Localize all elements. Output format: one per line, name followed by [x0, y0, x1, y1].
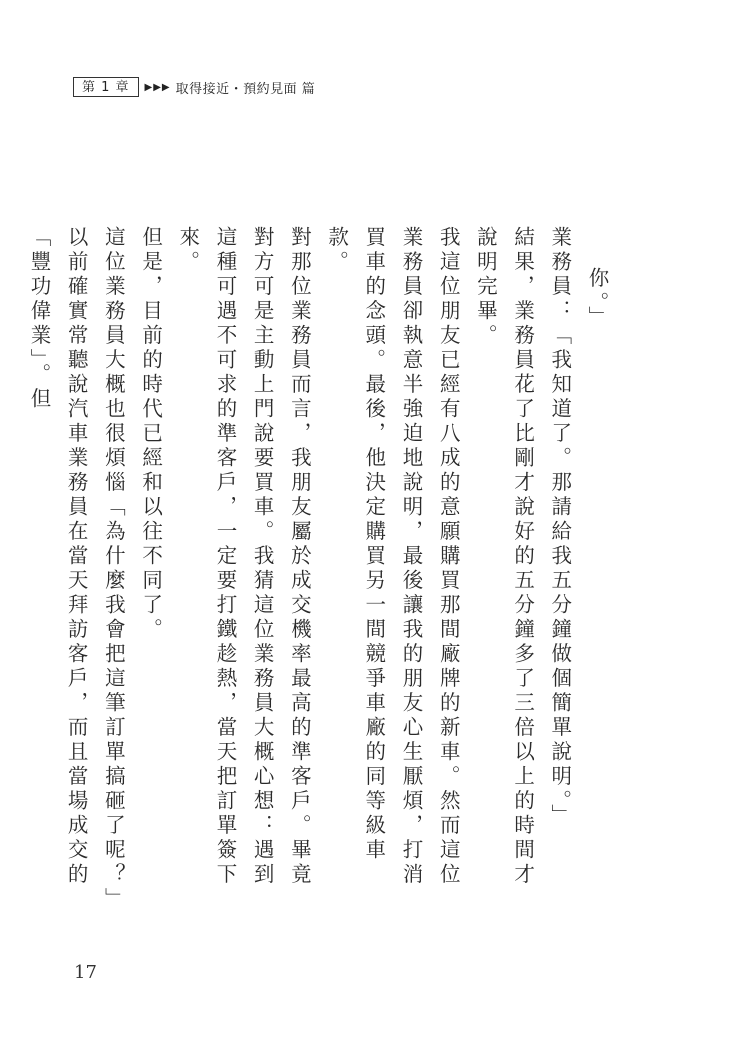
paragraph: 以前確實常聽說汽車業務員在當天拜訪客戶，而且當場成交的「豐功偉業」。但: [26, 226, 89, 888]
paragraph: 對那位業務員而言，我朋友屬於成交機率最高的準客戶。畢竟對方可是主動上門說要買車。我猜這位業務員大概心想：遇到這種可遇不可求的準客戶，一定要打鐵趁熱，當天把訂單簽下來。: [175, 226, 312, 888]
chapter-label: 第 1 章: [73, 77, 139, 97]
running-header: [73, 76, 315, 98]
paragraph: 我這位朋友已經有八成的意願購買那間廠牌的新車。然而這位業務員卻執意半強迫地說明，最後讓我的朋友心生厭煩，打消買車的念頭。最後，他決定購買另一間競爭車廠的同等級車款。: [324, 226, 461, 888]
paragraph: 你。」: [585, 267, 609, 331]
chapter-title: 取得接近・預約見面 篇: [175, 81, 316, 97]
paragraph: 這位業務員大概也很煩惱「為什麼我會把這筆訂單搞砸了呢？」: [101, 226, 126, 912]
arrows-icon: ▶▶▶: [144, 81, 171, 93]
page-number: 17: [74, 962, 97, 983]
paragraph: 業務員：「我知道了。那請給我五分鐘做個簡單說明。」: [547, 226, 572, 829]
paragraph: 但是，目前的時代已經和以往不同了。: [138, 226, 163, 643]
body-text: [26, 185, 615, 912]
paragraph: 結果，業務員花了比剛才說好的五分鐘多了三倍以上的時間才說明完畢。: [473, 226, 535, 888]
